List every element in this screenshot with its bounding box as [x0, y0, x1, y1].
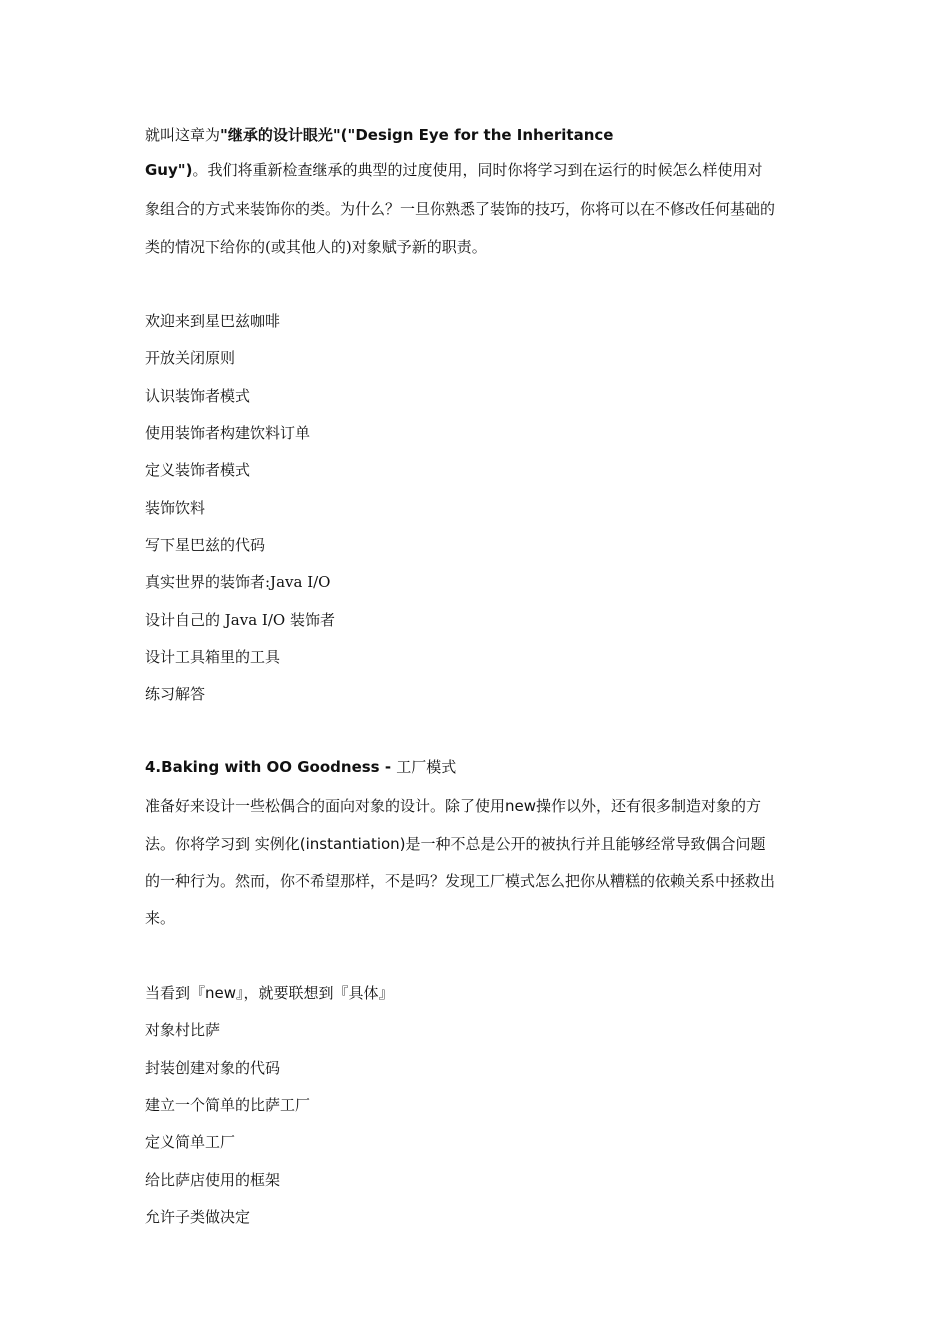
intro-line-4: 类的情况下给你的(或其他人的)对象赋予新的职责。 [145, 238, 487, 256]
intro-title-part-1: "继承的设计眼光"("Design Eye for the Inheritance [220, 126, 614, 144]
chapter-4-para-line-2 [145, 834, 766, 854]
list-item: 建立一个简单的比萨工厂 [145, 1096, 311, 1114]
list-item: 装饰饮料 [145, 499, 206, 517]
list-item: 设计工具箱里的工具 [145, 648, 281, 666]
para-text: 法。你将学习到 实例化 [145, 835, 300, 853]
chapter-4-para-line-1 [145, 796, 761, 816]
list-item: 设计自己的 Java I/O 装饰者 [145, 611, 335, 629]
list-item-text: 』，就要联想到『具体』 [236, 984, 394, 1002]
list-item: 开放关闭原则 [145, 349, 236, 367]
intro-text-2: 。我们将重新检查继承的典型的过度使用，同时你将学习到在运行的时候怎么样使用对 [192, 161, 763, 179]
list-item-text: 当看到『 [145, 984, 206, 1002]
list-item: 练习解答 [145, 685, 206, 703]
para-text: 操作以外，还有很多制造对象的方 [536, 797, 762, 815]
keyword-new: new [205, 984, 237, 1002]
intro-title-part-2: Guy") [145, 161, 193, 179]
list-item: 对象村比萨 [145, 1021, 221, 1039]
chapter-4-heading-en: 4.Baking with OO Goodness - [145, 758, 397, 776]
list-item: 定义简单工厂 [145, 1133, 236, 1151]
intro-line-3: 象组合的方式来装饰你的类。为什么？一旦你熟悉了装饰的技巧，你将可以在不修改任何基础的 [145, 200, 776, 218]
list-item: 封装创建对象的代码 [145, 1059, 281, 1077]
list-item [145, 983, 394, 1003]
chapter-4-para-line-3: 的一种行为。然而，你不希望那样，不是吗？发现工厂模式怎么把你从糟糕的依赖关系中拯救出 [145, 872, 776, 890]
para-text: 准备好来设计一些松偶合的面向对象的设计。除了使用 [145, 797, 506, 815]
chapter-4-heading [145, 757, 456, 777]
keyword-instantiation: (instantiation) [299, 835, 406, 853]
list-item: 真实世界的装饰者:Java I/O [145, 573, 331, 591]
intro-prefix: 就叫这章为 [145, 126, 221, 144]
para-text: 是一种不总是公开的被执行并且能够经常导致偶合问题 [405, 835, 766, 853]
intro-line-2 [145, 160, 762, 180]
list-item: 定义装饰者模式 [145, 461, 251, 479]
list-item: 欢迎来到星巴兹咖啡 [145, 312, 281, 330]
list-item: 允许子类做决定 [145, 1208, 251, 1226]
chapter-4-para-line-4: 来。 [145, 909, 176, 927]
intro-line-1 [145, 125, 613, 145]
list-item: 使用装饰者构建饮料订单 [145, 424, 311, 442]
list-item: 认识装饰者模式 [145, 387, 251, 405]
list-item: 给比萨店使用的框架 [145, 1171, 281, 1189]
chapter-4-heading-cn: 工厂模式 [396, 758, 457, 776]
keyword-new: new [505, 797, 537, 815]
list-item: 写下星巴兹的代码 [145, 536, 266, 554]
